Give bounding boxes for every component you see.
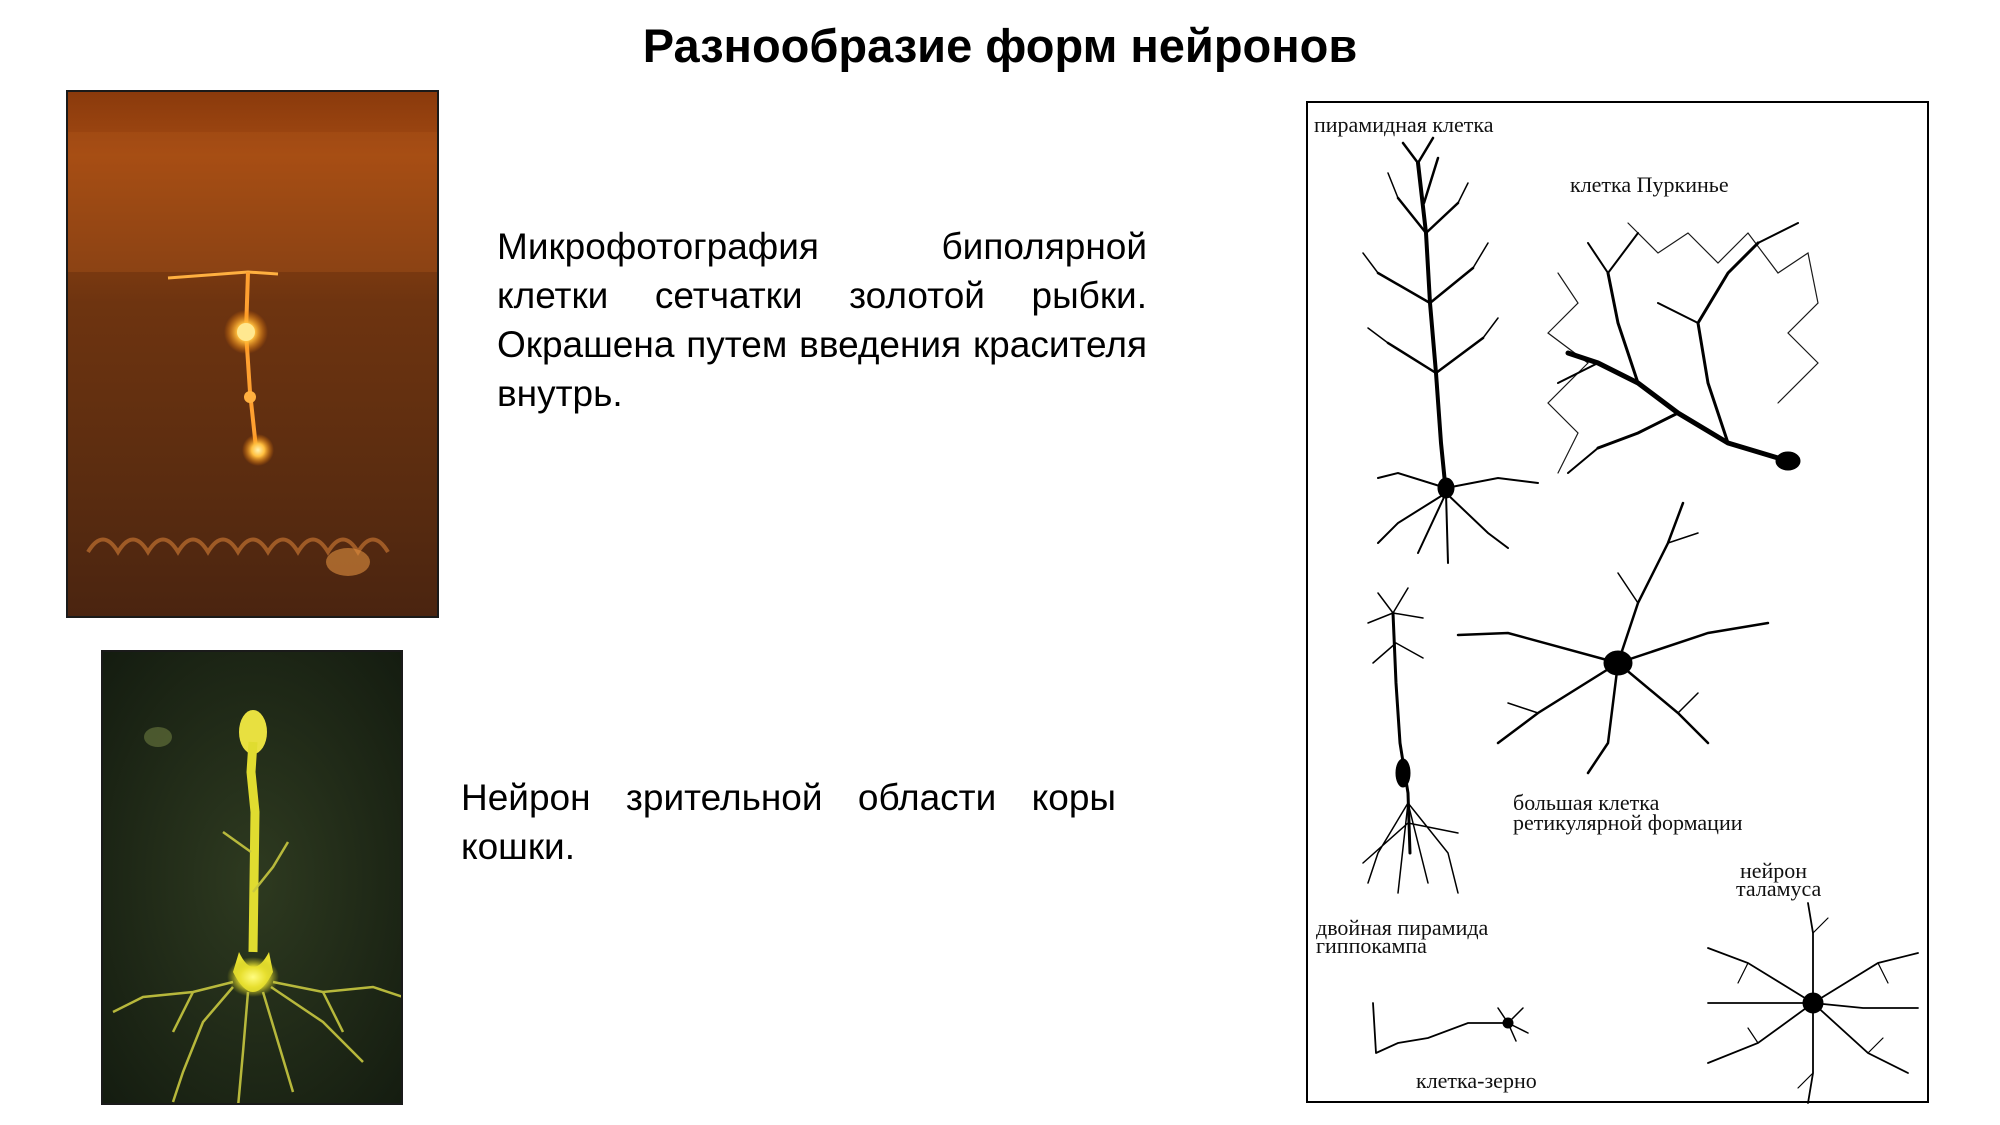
- pyramidal-cell-drawing: [1363, 138, 1538, 563]
- neuron-types-diagram: [1306, 101, 1929, 1103]
- label-reticular-line2: ретикулярной формации: [1513, 810, 1743, 835]
- purkinje-cell-drawing: [1548, 223, 1818, 473]
- cortex-neuron-caption: Нейрон зрительной области коры кошки.: [461, 777, 1116, 867]
- label-hippocampus-line1: двойная пирамида: [1316, 915, 1489, 940]
- granule-cell-drawing: [1373, 1003, 1528, 1053]
- label-granule-cell: клетка-зерно: [1416, 1068, 1537, 1093]
- label-purkinje-cell: клетка Пуркинье: [1570, 172, 1729, 197]
- label-pyramidal-cell: пирамидная клетка: [1314, 112, 1494, 137]
- label-hippocampus-line2: гиппокампа: [1316, 933, 1427, 958]
- bipolar-cell-caption: Микрофотография биполярной клетки сетчатки золотой рыбки. Окрашена путем введения красителя внутрь.: [497, 226, 1147, 414]
- label-reticular-line1: большая клетка: [1513, 790, 1660, 815]
- hippocampal-pyramid-drawing: [1363, 588, 1458, 893]
- thalamus-neuron-drawing: [1708, 903, 1918, 1103]
- cortex-neuron-photo: [101, 650, 403, 1105]
- bipolar-cell-photo: [66, 90, 439, 618]
- page-title: Разнообразие форм нейронов: [642, 19, 1358, 72]
- label-thalamus-line1: нейрон: [1740, 858, 1808, 883]
- label-thalamus-line2: таламуса: [1736, 876, 1822, 901]
- reticular-cell-drawing: [1458, 503, 1768, 773]
